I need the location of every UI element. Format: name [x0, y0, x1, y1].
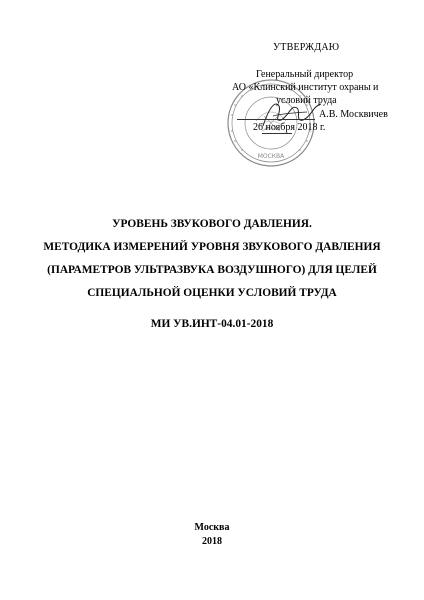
- title-line-2: МЕТОДИКА ИЗМЕРЕНИЙ УРОВНЯ ЗВУКОВОГО ДАВЛЕНИЯ: [43, 241, 381, 253]
- signature-line: [237, 119, 315, 120]
- approver-organization-line2: условий труда: [276, 95, 337, 106]
- footer: [0, 521, 424, 549]
- document-code: МИ УВ.ИНТ-04.01-2018: [150, 318, 274, 330]
- document-title: [20, 213, 404, 305]
- approval-heading: УТВЕРЖДАЮ: [273, 42, 340, 53]
- title-line-1: УРОВЕНЬ ЗВУКОВОГО ДАВЛЕНИЯ.: [112, 218, 312, 230]
- approver-position: Генеральный директор: [256, 69, 354, 80]
- approval-block: [0, 0, 424, 160]
- approver-organization-line1: АО «Клинский институт охраны и: [232, 82, 379, 93]
- footer-city: Москва: [194, 522, 230, 533]
- title-line-3: (ПАРАМЕТРОВ УЛЬТРАЗВУКА ВОЗДУШНОГО) ДЛЯ ЦЕЛЕЙ: [47, 264, 377, 276]
- approver-name: А.В. Москвичев: [319, 109, 388, 120]
- date-underline: [262, 133, 292, 134]
- approval-date: 26 ноября 2018 г.: [253, 122, 326, 133]
- title-line-4: СПЕЦИАЛЬНОЙ ОЦЕНКИ УСЛОВИЙ ТРУДА: [87, 287, 337, 299]
- stamp-city-text: МОСКВА: [257, 153, 285, 160]
- footer-year: 2018: [202, 536, 222, 547]
